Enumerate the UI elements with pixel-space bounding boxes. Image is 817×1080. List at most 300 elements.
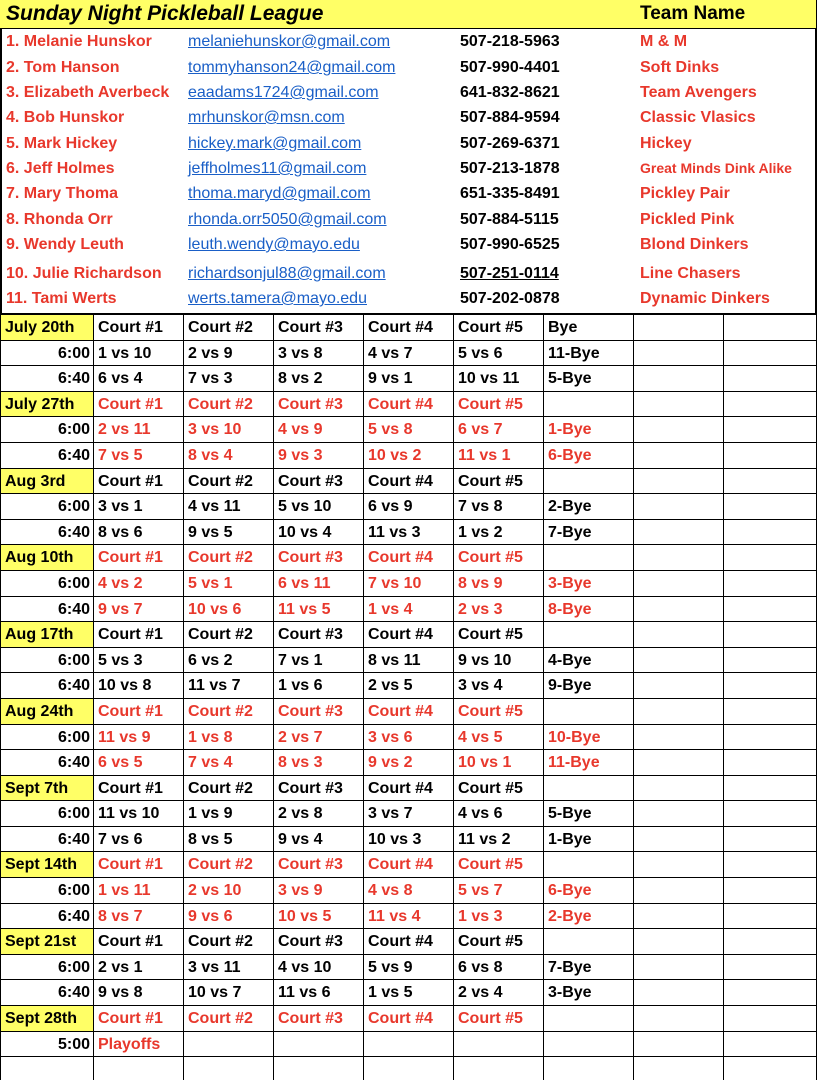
match-cell: 7 vs 3: [184, 366, 274, 391]
roster-row: [2, 80, 815, 105]
empty-cell: [634, 827, 724, 852]
match-cell: 2 vs 4: [454, 980, 544, 1005]
player-phone: 507-269-6371: [460, 135, 560, 152]
player-name: 2. Tom Hanson: [6, 59, 120, 76]
empty-cell: [634, 1057, 724, 1080]
league-title: Sunday Night Pickleball League: [6, 2, 324, 25]
empty-cell: [634, 1032, 724, 1057]
team-name: Soft Dinks: [640, 59, 720, 76]
table-row: [0, 443, 817, 469]
match-cell: 8 vs 4: [184, 443, 274, 468]
table-row: [0, 955, 817, 981]
team-name-header: Team Name: [640, 3, 746, 24]
match-cell: 11 vs 9: [94, 725, 184, 750]
bye-header: [544, 392, 634, 417]
roster-row: [2, 29, 815, 54]
table-row: [0, 366, 817, 392]
player-email-link[interactable]: hickey.mark@gmail.com: [188, 135, 362, 152]
table-row: [0, 852, 817, 878]
bye-header: [544, 469, 634, 494]
empty-cell: [634, 520, 724, 545]
table-row: [0, 315, 817, 341]
empty-cell: [634, 443, 724, 468]
roster-row: [2, 55, 815, 80]
court-header: Court #1: [94, 315, 184, 340]
match-cell: 5 vs 8: [364, 417, 454, 442]
bye-header: [544, 852, 634, 877]
week-date: Aug 3rd: [0, 469, 94, 494]
match-cell: 9 vs 3: [274, 443, 364, 468]
match-cell: 3 vs 6: [364, 725, 454, 750]
empty-cell: [634, 750, 724, 775]
time-slot: 6:00: [0, 801, 94, 826]
table-row: [0, 929, 817, 955]
empty-cell: [634, 571, 724, 596]
player-name: 8. Rhonda Orr: [6, 211, 113, 228]
bye-team: 11-Bye: [544, 750, 634, 775]
bye-team: 5-Bye: [544, 801, 634, 826]
match-cell: Playoffs: [94, 1032, 184, 1057]
court-header: Court #4: [364, 929, 454, 954]
bye-team: 8-Bye: [544, 597, 634, 622]
time-slot: 6:40: [0, 366, 94, 391]
match-cell: 9 vs 4: [274, 827, 364, 852]
table-row: [0, 1006, 817, 1032]
court-header: Court #2: [184, 929, 274, 954]
match-cell: 11 vs 1: [454, 443, 544, 468]
player-email-link[interactable]: tommyhanson24@gmail.com: [188, 59, 396, 76]
roster-row: [2, 105, 815, 130]
empty-cell: [724, 494, 817, 519]
empty-cell: [724, 341, 817, 366]
player-phone: 507-202-0878: [460, 290, 560, 307]
table-row: [0, 417, 817, 443]
empty-cell: [634, 341, 724, 366]
empty-cell: [634, 673, 724, 698]
court-header: Court #1: [94, 1006, 184, 1031]
match-cell: 9 vs 2: [364, 750, 454, 775]
roster-row: [2, 286, 815, 311]
bye-team: 3-Bye: [544, 980, 634, 1005]
court-header: Court #2: [184, 392, 274, 417]
table-row: [0, 494, 817, 520]
player-name: 1. Melanie Hunskor: [6, 33, 152, 50]
table-row: [0, 750, 817, 776]
week-date: Aug 17th: [0, 622, 94, 647]
match-cell: 1 vs 3: [454, 904, 544, 929]
match-cell: 3 vs 8: [274, 341, 364, 366]
week-date: Sept 14th: [0, 852, 94, 877]
player-email-link[interactable]: richardsonjul88@gmail.com: [188, 265, 386, 282]
match-cell: 2 vs 10: [184, 878, 274, 903]
match-cell: 3 vs 4: [454, 673, 544, 698]
roster-row: [2, 207, 815, 232]
time-slot: 6:00: [0, 955, 94, 980]
schedule-grid: [0, 315, 817, 1080]
match-cell: 1 vs 11: [94, 878, 184, 903]
table-row: [0, 392, 817, 418]
empty-cell: [634, 776, 724, 801]
empty-cell: [634, 955, 724, 980]
player-name: 9. Wendy Leuth: [6, 236, 124, 253]
empty-cell: [724, 929, 817, 954]
match-cell: [184, 1057, 274, 1080]
empty-cell: [634, 469, 724, 494]
court-header: Court #3: [274, 776, 364, 801]
table-row: [0, 699, 817, 725]
player-email-link[interactable]: mrhunskor@msn.com: [188, 109, 345, 126]
week-date: Aug 24th: [0, 699, 94, 724]
bye-header: [544, 929, 634, 954]
match-cell: 7 vs 6: [94, 827, 184, 852]
empty-cell: [634, 545, 724, 570]
team-name: Pickled Pink: [640, 211, 735, 228]
court-header: Court #2: [184, 776, 274, 801]
court-header: Court #4: [364, 852, 454, 877]
title-row: [0, 0, 817, 29]
match-cell: 7 vs 5: [94, 443, 184, 468]
bye-team: [544, 1032, 634, 1057]
match-cell: 6 vs 8: [454, 955, 544, 980]
table-row: [0, 545, 817, 571]
empty-cell: [724, 801, 817, 826]
match-cell: 6 vs 11: [274, 571, 364, 596]
match-cell: 5 vs 7: [454, 878, 544, 903]
match-cell: 11 vs 2: [454, 827, 544, 852]
time-slot: 6:00: [0, 648, 94, 673]
time-slot: [0, 1057, 94, 1080]
court-header: Court #5: [454, 776, 544, 801]
week-date: Sept 7th: [0, 776, 94, 801]
empty-cell: [634, 494, 724, 519]
court-header: Court #2: [184, 1006, 274, 1031]
court-header: Court #2: [184, 622, 274, 647]
time-slot: 6:00: [0, 571, 94, 596]
empty-cell: [634, 904, 724, 929]
player-email-link[interactable]: jeffholmes11@gmail.com: [188, 160, 367, 177]
empty-cell: [724, 776, 817, 801]
roster-row: [2, 181, 815, 206]
empty-cell: [634, 878, 724, 903]
court-header: Court #1: [94, 852, 184, 877]
match-cell: 7 vs 10: [364, 571, 454, 596]
bye-team: 5-Bye: [544, 366, 634, 391]
court-header: Court #4: [364, 392, 454, 417]
bye-team: 4-Bye: [544, 648, 634, 673]
roster-row: [2, 232, 815, 257]
week-date: Sept 28th: [0, 1006, 94, 1031]
match-cell: [94, 1057, 184, 1080]
player-email-link[interactable]: melaniehunskor@gmail.com: [188, 33, 391, 50]
match-cell: 9 vs 10: [454, 648, 544, 673]
table-row: [0, 1032, 817, 1058]
match-cell: 1 vs 10: [94, 341, 184, 366]
team-name: Dynamic Dinkers: [640, 290, 770, 307]
table-row: [0, 673, 817, 699]
empty-cell: [634, 929, 724, 954]
match-cell: 11 vs 6: [274, 980, 364, 1005]
match-cell: [274, 1032, 364, 1057]
table-row: [0, 801, 817, 827]
player-phone: 507-218-5963: [460, 33, 560, 50]
match-cell: 3 vs 10: [184, 417, 274, 442]
player-phone: 507-213-1878: [460, 160, 560, 177]
time-slot: 5:00: [0, 1032, 94, 1057]
table-row: [0, 469, 817, 495]
table-row: [0, 520, 817, 546]
table-row: [0, 341, 817, 367]
match-cell: 6 vs 7: [454, 417, 544, 442]
bye-header: [544, 699, 634, 724]
empty-cell: [724, 622, 817, 647]
player-email-link[interactable]: eaadams1724@gmail.com: [188, 84, 379, 101]
player-name: 4. Bob Hunskor: [6, 109, 125, 126]
match-cell: 9 vs 1: [364, 366, 454, 391]
roster: [0, 29, 817, 315]
match-cell: 5 vs 6: [454, 341, 544, 366]
match-cell: 4 vs 2: [94, 571, 184, 596]
player-email-link[interactable]: rhonda.orr5050@gmail.com: [188, 211, 387, 228]
match-cell: 8 vs 7: [94, 904, 184, 929]
player-phone: 507-990-6525: [460, 236, 560, 253]
time-slot: 6:00: [0, 878, 94, 903]
empty-cell: [724, 520, 817, 545]
empty-cell: [634, 980, 724, 1005]
time-slot: 6:00: [0, 494, 94, 519]
bye-team: 2-Bye: [544, 494, 634, 519]
player-phone: 651-335-8491: [460, 185, 560, 202]
court-header: Court #4: [364, 469, 454, 494]
time-slot: 6:40: [0, 443, 94, 468]
team-name: Great Minds Dink Alike: [640, 160, 792, 176]
empty-cell: [634, 801, 724, 826]
match-cell: 1 vs 6: [274, 673, 364, 698]
match-cell: 8 vs 2: [274, 366, 364, 391]
empty-cell: [634, 1006, 724, 1031]
bye-team: 6-Bye: [544, 878, 634, 903]
bye-team: 9-Bye: [544, 673, 634, 698]
bye-team: 3-Bye: [544, 571, 634, 596]
court-header: Court #2: [184, 469, 274, 494]
time-slot: 6:40: [0, 980, 94, 1005]
match-cell: 5 vs 10: [274, 494, 364, 519]
court-header: Court #1: [94, 929, 184, 954]
match-cell: 1 vs 5: [364, 980, 454, 1005]
player-email-link[interactable]: werts.tamera@mayo.edu: [188, 290, 367, 307]
bye-header: [544, 1006, 634, 1031]
empty-cell: [634, 622, 724, 647]
match-cell: 7 vs 8: [454, 494, 544, 519]
court-header: Court #3: [274, 622, 364, 647]
empty-cell: [724, 648, 817, 673]
time-slot: 6:00: [0, 417, 94, 442]
match-cell: 10 vs 11: [454, 366, 544, 391]
empty-cell: [634, 315, 724, 340]
time-slot: 6:40: [0, 520, 94, 545]
match-cell: 1 vs 4: [364, 597, 454, 622]
match-cell: 10 vs 4: [274, 520, 364, 545]
match-cell: 1 vs 8: [184, 725, 274, 750]
roster-row: [2, 156, 815, 181]
match-cell: 6 vs 2: [184, 648, 274, 673]
match-cell: 4 vs 8: [364, 878, 454, 903]
court-header: Court #3: [274, 929, 364, 954]
player-phone: 507-990-4401: [460, 59, 560, 76]
empty-cell: [724, 1057, 817, 1080]
table-row: [0, 776, 817, 802]
week-date: July 20th: [0, 315, 94, 340]
empty-cell: [634, 392, 724, 417]
empty-cell: [724, 699, 817, 724]
empty-cell: [724, 597, 817, 622]
player-name: 3. Elizabeth Averbeck: [6, 84, 170, 101]
match-cell: 8 vs 9: [454, 571, 544, 596]
player-phone: 641-832-8621: [460, 84, 560, 101]
court-header: Court #4: [364, 622, 454, 647]
table-row: [0, 827, 817, 853]
empty-cell: [724, 469, 817, 494]
match-cell: 3 vs 1: [94, 494, 184, 519]
match-cell: 2 vs 9: [184, 341, 274, 366]
court-header: Court #3: [274, 1006, 364, 1031]
match-cell: 3 vs 7: [364, 801, 454, 826]
player-name: 10. Julie Richardson: [6, 265, 162, 282]
empty-cell: [724, 315, 817, 340]
court-header: Court #5: [454, 1006, 544, 1031]
court-header: Court #5: [454, 699, 544, 724]
bye-header: [544, 622, 634, 647]
table-row: [0, 980, 817, 1006]
time-slot: 6:40: [0, 904, 94, 929]
empty-cell: [724, 571, 817, 596]
match-cell: [184, 1032, 274, 1057]
match-cell: 10 vs 6: [184, 597, 274, 622]
time-slot: 6:00: [0, 725, 94, 750]
court-header: Court #5: [454, 545, 544, 570]
match-cell: 1 vs 2: [454, 520, 544, 545]
empty-cell: [634, 597, 724, 622]
bye-team: 7-Bye: [544, 955, 634, 980]
match-cell: 1 vs 9: [184, 801, 274, 826]
team-name: Pickley Pair: [640, 185, 730, 202]
court-header: Court #2: [184, 545, 274, 570]
week-date: Aug 10th: [0, 545, 94, 570]
empty-cell: [724, 1032, 817, 1057]
team-name: Blond Dinkers: [640, 236, 749, 253]
match-cell: 10 vs 3: [364, 827, 454, 852]
court-header: Court #5: [454, 852, 544, 877]
empty-cell: [724, 852, 817, 877]
match-cell: 2 vs 7: [274, 725, 364, 750]
empty-cell: [724, 725, 817, 750]
match-cell: 8 vs 11: [364, 648, 454, 673]
match-cell: 11 vs 7: [184, 673, 274, 698]
empty-cell: [634, 852, 724, 877]
court-header: Court #3: [274, 852, 364, 877]
bye-team: 10-Bye: [544, 725, 634, 750]
table-row: [0, 878, 817, 904]
match-cell: 9 vs 8: [94, 980, 184, 1005]
court-header: Court #4: [364, 545, 454, 570]
empty-cell: [724, 443, 817, 468]
empty-cell: [634, 648, 724, 673]
team-name: M & M: [640, 33, 688, 50]
court-header: Court #5: [454, 315, 544, 340]
empty-cell: [724, 366, 817, 391]
match-cell: 9 vs 7: [94, 597, 184, 622]
match-cell: [364, 1032, 454, 1057]
match-cell: 11 vs 5: [274, 597, 364, 622]
court-header: Court #4: [364, 699, 454, 724]
empty-cell: [724, 392, 817, 417]
match-cell: 3 vs 11: [184, 955, 274, 980]
player-email-link[interactable]: leuth.wendy@mayo.edu: [188, 236, 360, 253]
court-header: Court #3: [274, 392, 364, 417]
match-cell: 7 vs 1: [274, 648, 364, 673]
match-cell: 5 vs 3: [94, 648, 184, 673]
court-header: Court #4: [364, 315, 454, 340]
court-header: Court #1: [94, 392, 184, 417]
roster-row: [2, 131, 815, 156]
match-cell: 11 vs 10: [94, 801, 184, 826]
match-cell: 2 vs 8: [274, 801, 364, 826]
team-name: Classic Vlasics: [640, 109, 756, 126]
empty-cell: [634, 417, 724, 442]
team-name: Team Avengers: [640, 84, 757, 101]
time-slot: 6:40: [0, 673, 94, 698]
match-cell: [454, 1032, 544, 1057]
match-cell: 4 vs 11: [184, 494, 274, 519]
match-cell: 7 vs 4: [184, 750, 274, 775]
player-email-link[interactable]: thoma.maryd@gmail.com: [188, 185, 371, 202]
court-header: Court #1: [94, 469, 184, 494]
court-header: Court #1: [94, 622, 184, 647]
player-phone: 507-884-9594: [460, 109, 560, 126]
match-cell: 4 vs 10: [274, 955, 364, 980]
table-row: [0, 1057, 817, 1080]
empty-cell: [634, 366, 724, 391]
time-slot: 6:00: [0, 341, 94, 366]
roster-row: [2, 261, 815, 286]
empty-cell: [724, 878, 817, 903]
court-header: Court #3: [274, 545, 364, 570]
court-header: Court #5: [454, 392, 544, 417]
player-name: 5. Mark Hickey: [6, 135, 118, 152]
match-cell: 8 vs 5: [184, 827, 274, 852]
time-slot: 6:40: [0, 750, 94, 775]
match-cell: 11 vs 3: [364, 520, 454, 545]
match-cell: 2 vs 11: [94, 417, 184, 442]
team-name: Hickey: [640, 135, 692, 152]
match-cell: 6 vs 9: [364, 494, 454, 519]
match-cell: 5 vs 9: [364, 955, 454, 980]
player-name: 11. Tami Werts: [6, 290, 117, 307]
empty-cell: [724, 980, 817, 1005]
court-header: Court #1: [94, 699, 184, 724]
match-cell: 10 vs 8: [94, 673, 184, 698]
court-header: Court #3: [274, 699, 364, 724]
court-header: Court #3: [274, 315, 364, 340]
table-row: [0, 622, 817, 648]
match-cell: 2 vs 1: [94, 955, 184, 980]
match-cell: 10 vs 5: [274, 904, 364, 929]
table-row: [0, 725, 817, 751]
match-cell: 4 vs 9: [274, 417, 364, 442]
match-cell: [364, 1057, 454, 1080]
empty-cell: [724, 673, 817, 698]
match-cell: 4 vs 5: [454, 725, 544, 750]
empty-cell: [724, 545, 817, 570]
